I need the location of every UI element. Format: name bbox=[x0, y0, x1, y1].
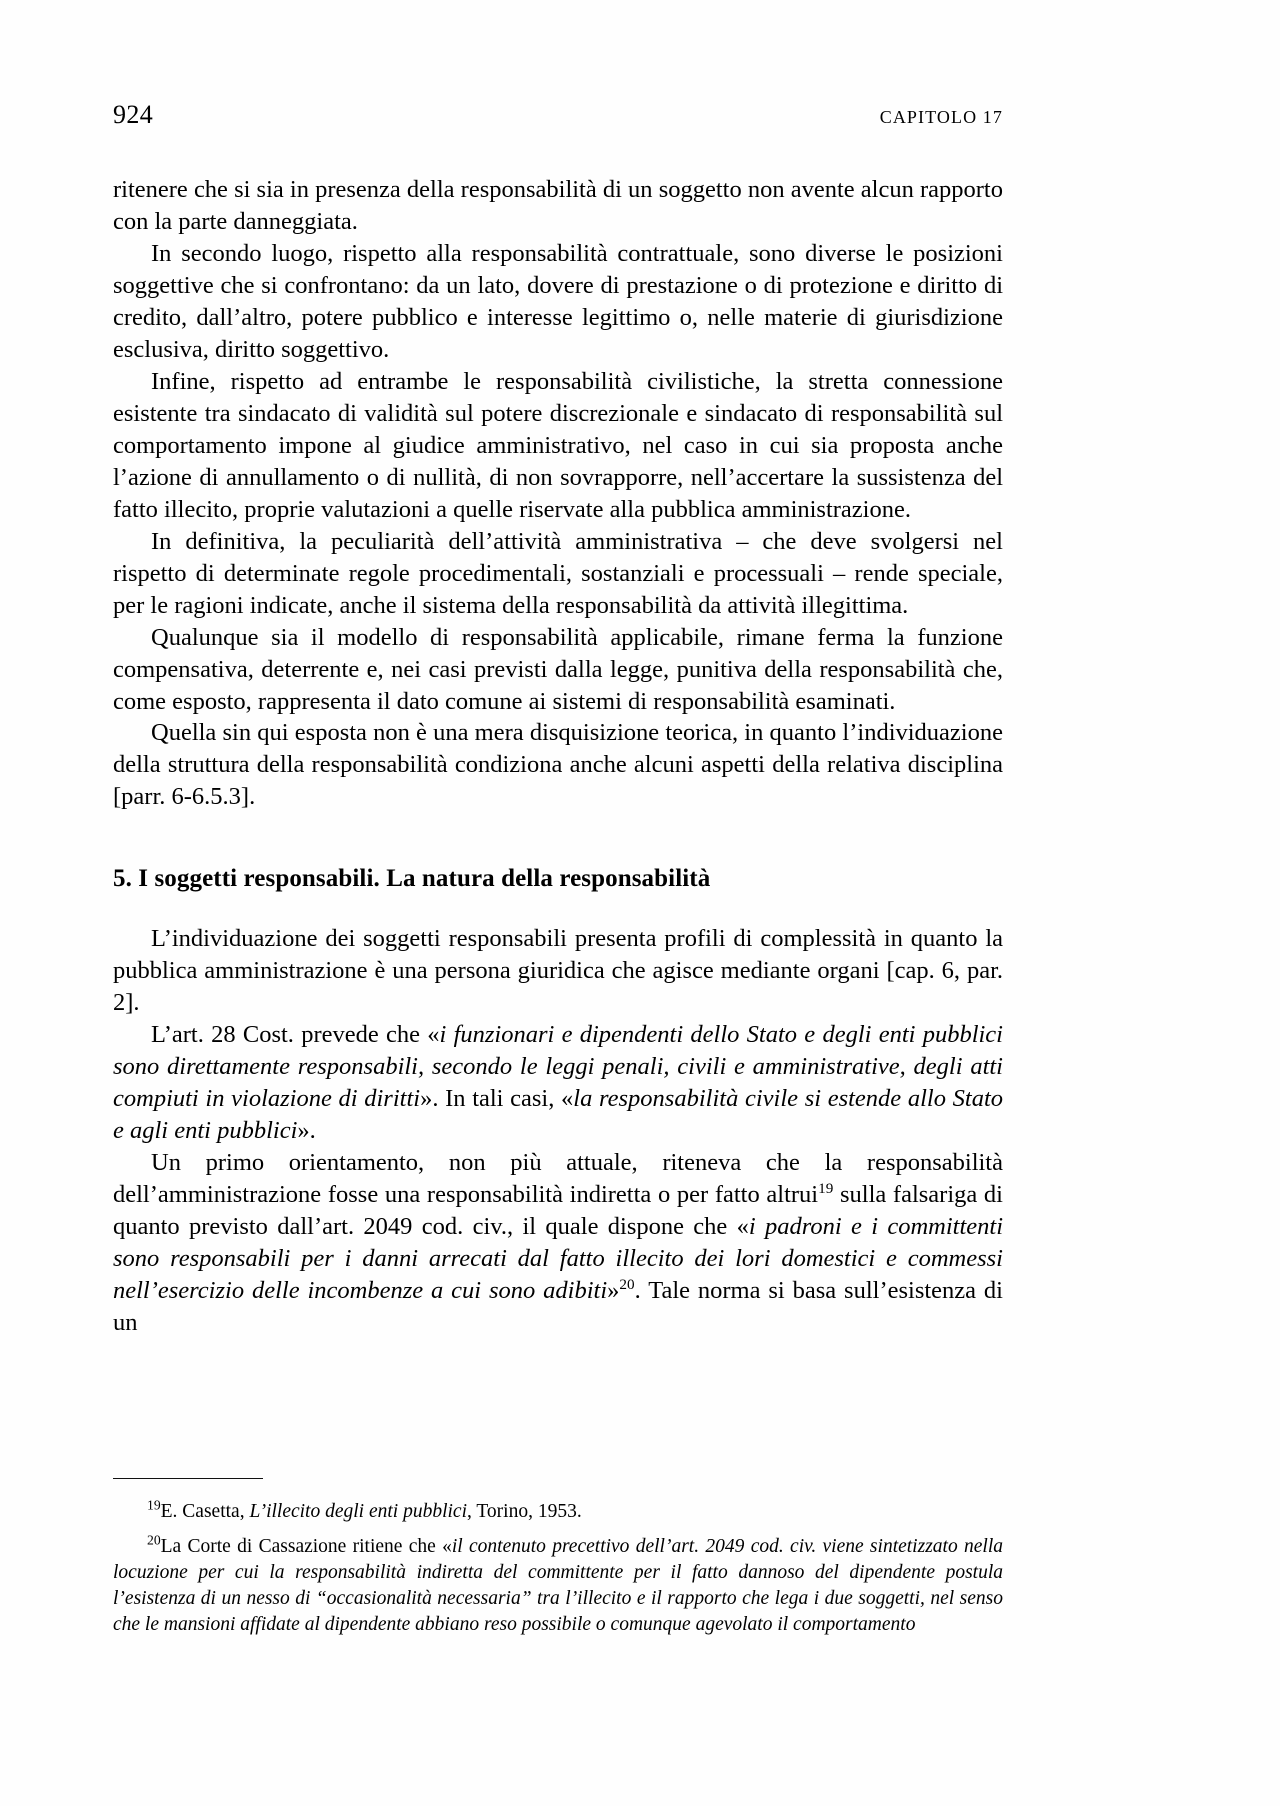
paragraph-8-part-c: ». bbox=[297, 1117, 316, 1145]
paragraph-8-quote-2: la responsabilità civile si estende allo Stato e agli enti pubblici bbox=[113, 1085, 1004, 1145]
footnote-ref-20[interactable]: 20 bbox=[619, 1275, 635, 1293]
footnotes-area bbox=[113, 1478, 1003, 1647]
paragraph-2: In secondo luogo, rispetto alla responsabilità contrattuale, sono diverse le posizioni soggettive che si confrontano: da un lato, dovere di prestazione o di protezione e diritto di credito, dall’altro, potere pubblico e interesse legittimo o, nelle materie di giurisdizione esclusiva, diritto soggettivo. bbox=[113, 239, 1003, 363]
page-header bbox=[113, 100, 1003, 130]
paragraph-7: L’individuazione dei soggetti responsabili presenta profili di complessità in quanto la pubblica amministrazione è una persona giuridica che agisce mediante organi [cap. 6, par. 2]. bbox=[113, 925, 1003, 1017]
footnote-20-text-a: La Corte di Cassazione ritiene che « bbox=[160, 1535, 452, 1557]
paragraph-4: In definitiva, la peculiarità dell’attività amministrativa – che deve svolgersi nel rispetto di determinate regole procedimentali, sostanziali e processuali – rende speciale, per le ragioni indicate, anche il sistema della responsabilità da attività illegittima. bbox=[113, 527, 1003, 619]
paragraph-9-part-c: » bbox=[607, 1277, 620, 1305]
paragraph-3: Infine, rispetto ad entrambe le responsabilità civilistiche, la stretta connessione esistente tra sindacato di validità sul potere discrezionale e sindacato di responsabilità sul comportamento impone al giudice amministrativo, nel caso in cui sia proposta anche l’azione di annullamento o di nullità, di non sovrapporre, nell’accertare la sussistenza del fatto illecito, proprie valutazioni a quelle riservate alla pubblica amministrazione. bbox=[113, 367, 1003, 523]
paragraph-9-part-b: sulla falsariga di quanto previsto dall’art. 2049 cod. civ., il quale dispone che « bbox=[113, 1181, 1003, 1241]
page-number: 924 bbox=[113, 100, 154, 129]
footnote-19 bbox=[113, 1499, 1003, 1525]
paragraph-8-part-b: ». In tali casi, « bbox=[420, 1085, 574, 1113]
paragraph-8-quote-1: i funzionari e dipendenti dello Stato e degli enti pubblici sono direttamente responsabili, secondo le leggi penali, civili e amministrative, degli atti compiuti in violazione di diritti bbox=[113, 1021, 1003, 1113]
page-content bbox=[113, 100, 1003, 1339]
paragraph-9-quote-1: i padroni e i committenti sono responsabili per i danni arrecati dal fatto illecito dei lori domestici e commessi nell’esercizio delle incombenze a cui sono adibiti bbox=[113, 1213, 1004, 1305]
paragraph-6: Quella sin qui esposta non è una mera disquisizione teorica, in quanto l’individuazione della struttura della responsabilità condiziona anche alcuni aspetti della relativa disciplina [parr. 6-6.5.3]. bbox=[113, 719, 1003, 811]
footnote-19-title: L’illecito degli enti pubblici bbox=[249, 1501, 467, 1522]
paragraph-1: ritenere che si sia in presenza della responsabilità di un soggetto non avente alcun rapporto con la parte danneggiata. bbox=[113, 176, 1003, 235]
footnote-20-quote: il contenuto precettivo dell’art. 2049 cod. civ. viene sintetizzato nella locuzione per cui la responsabilità indiretta del committente per il fatto dannoso del dipendente postula l’esistenza di un nesso di “occasionalità necessaria” tra l’illecito e il rapporto che lega i due soggetti, nel senso che le mansioni affidate al dipendente abbiano reso possibile o comunque agevolato il comportamento bbox=[113, 1535, 1003, 1635]
footnote-19-text-b: , Torino, 1953. bbox=[466, 1501, 582, 1522]
footnote-ref-19[interactable]: 19 bbox=[818, 1179, 834, 1197]
footnote-separator bbox=[113, 1478, 263, 1479]
section-heading: 5. I soggetti responsabili. La natura della responsabilità bbox=[113, 865, 711, 893]
paragraph-9-part-a: Un primo orientamento, non più attuale, riteneva che la responsabilità dell’amministrazione fosse una responsabilità indiretta o per fatto altrui bbox=[113, 1149, 1003, 1209]
paragraph-9-part-d: . Tale norma si basa sull’esistenza di un bbox=[113, 1277, 1003, 1336]
paragraph-9 bbox=[113, 1147, 1003, 1339]
footnote-19-text-a: E. Casetta, bbox=[160, 1501, 250, 1522]
running-head: CAPITOLO 17 bbox=[879, 107, 1003, 127]
paragraph-5: Qualunque sia il modello di responsabilità applicabile, rimane ferma la funzione compensativa, deterrente e, nei casi previsti dalla legge, punitiva della responsabilità che, come esposto, rappresenta il dato comune ai sistemi di responsabilità esaminati. bbox=[113, 623, 1003, 715]
footnote-marker-19: 19 bbox=[147, 1497, 161, 1513]
footnote-20 bbox=[113, 1534, 1003, 1638]
paragraph-8-part-a: L’art. 28 Cost. prevede che « bbox=[151, 1021, 440, 1049]
footnote-marker-20: 20 bbox=[147, 1532, 161, 1548]
paragraph-8 bbox=[113, 1019, 1003, 1147]
